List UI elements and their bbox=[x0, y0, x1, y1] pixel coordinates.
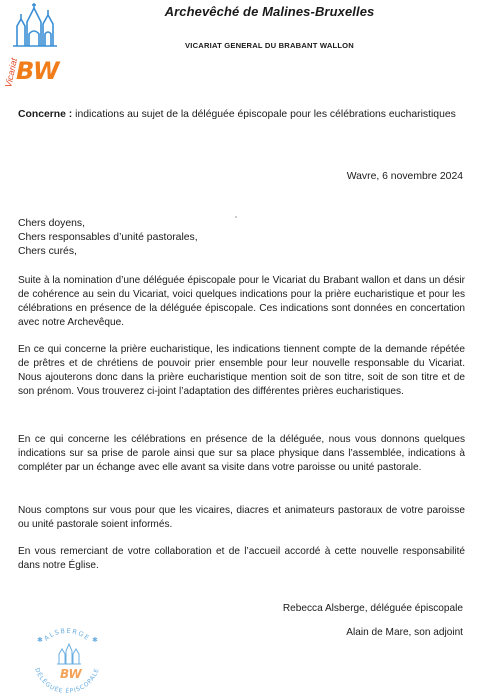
stamp-star-icon: ✱ bbox=[37, 637, 43, 644]
stamp-bottom-text: DÉLÉGUÉE ÉPISCOPALE bbox=[33, 667, 101, 696]
stamp-top-text: ALSBERGE bbox=[42, 626, 92, 643]
greeting-line: Chers doyens, bbox=[18, 218, 85, 229]
paragraph-thanks: En vous remerciant de votre collaboration et de l’accueil accordé à cette nouvelle responsabilité dans notre Église. bbox=[18, 546, 465, 571]
vicariat-bw-logo bbox=[3, 2, 65, 90]
signature-adjoint: Alain de Mare, son adjoint bbox=[346, 627, 463, 638]
greetings bbox=[18, 217, 198, 259]
subject-text: indications au sujet de la déléguée épiscopale pour les célébrations eucharistiques bbox=[72, 109, 456, 120]
greeting-line: Chers curés, bbox=[18, 246, 77, 257]
greeting-line: Chers responsables d’unité pastorales, bbox=[18, 232, 198, 243]
paragraph-celebrations: En ce qui concerne les célébrations en présence de la déléguée, nous vous donnons quelques indications sur sa prise de parole ainsi que sur sa place physique dans l’assemblée, indications à compléter par un échange avec elle avant sa visite dans votre paroisse ou unité pastorale. bbox=[18, 434, 465, 473]
logo-vicariat-text: Vicariat bbox=[3, 57, 20, 89]
subject-line bbox=[18, 108, 457, 122]
signature-delegate: Rebecca Alsberge, déléguée épiscopale bbox=[282, 603, 463, 614]
organization-title: Archevêché de Malines-Bruxelles bbox=[164, 4, 375, 19]
stamp-bw-text: BW bbox=[60, 667, 82, 681]
subject-label: Concerne : bbox=[18, 109, 73, 120]
scan-speck bbox=[235, 216, 237, 218]
paragraph-eucharistic-prayer: En ce qui concerne la prière eucharistique, les indications tiennent compte de la demande répétée de prêtres et de chrétiens de pouvoir prier ensemble pour leur nouvelle responsable du Vicariat. Nous ajouterons donc dans la prière eucharistique mention soit de son titre, soit de son titre et de son prénom. Vous trouverez ci-joint l’adaptation des différentes prières eucharistiques. bbox=[18, 344, 465, 397]
letter-date: Wavre, 6 novembre 2024 bbox=[346, 171, 463, 182]
vicariat-subtitle: VICARIAT GENERAL DU BRABANT WALLON bbox=[185, 41, 354, 50]
logo-bw-text: BW bbox=[16, 57, 60, 85]
stamp-star-icon: ✱ bbox=[92, 637, 98, 644]
delegate-stamp bbox=[26, 624, 108, 698]
paragraph-inform: Nous comptons sur vous pour que les vicaires, diacres et animateurs pastoraux de votre paroisse ou unité pastorale soient informés. bbox=[18, 505, 465, 530]
paragraph-intro: Suite à la nomination d’une déléguée épiscopale pour le Vicariat du Brabant wallon et dans un désir de cohérence au sein du Vicariat, voici quelques indications pour la prière eucharistique et pour les célébrations en présence de la déléguée épiscopale. Ces indications sont données en concertation avec notre Archevêque. bbox=[18, 275, 465, 328]
svg-text:ALSBERGE bbox=[42, 627, 91, 643]
